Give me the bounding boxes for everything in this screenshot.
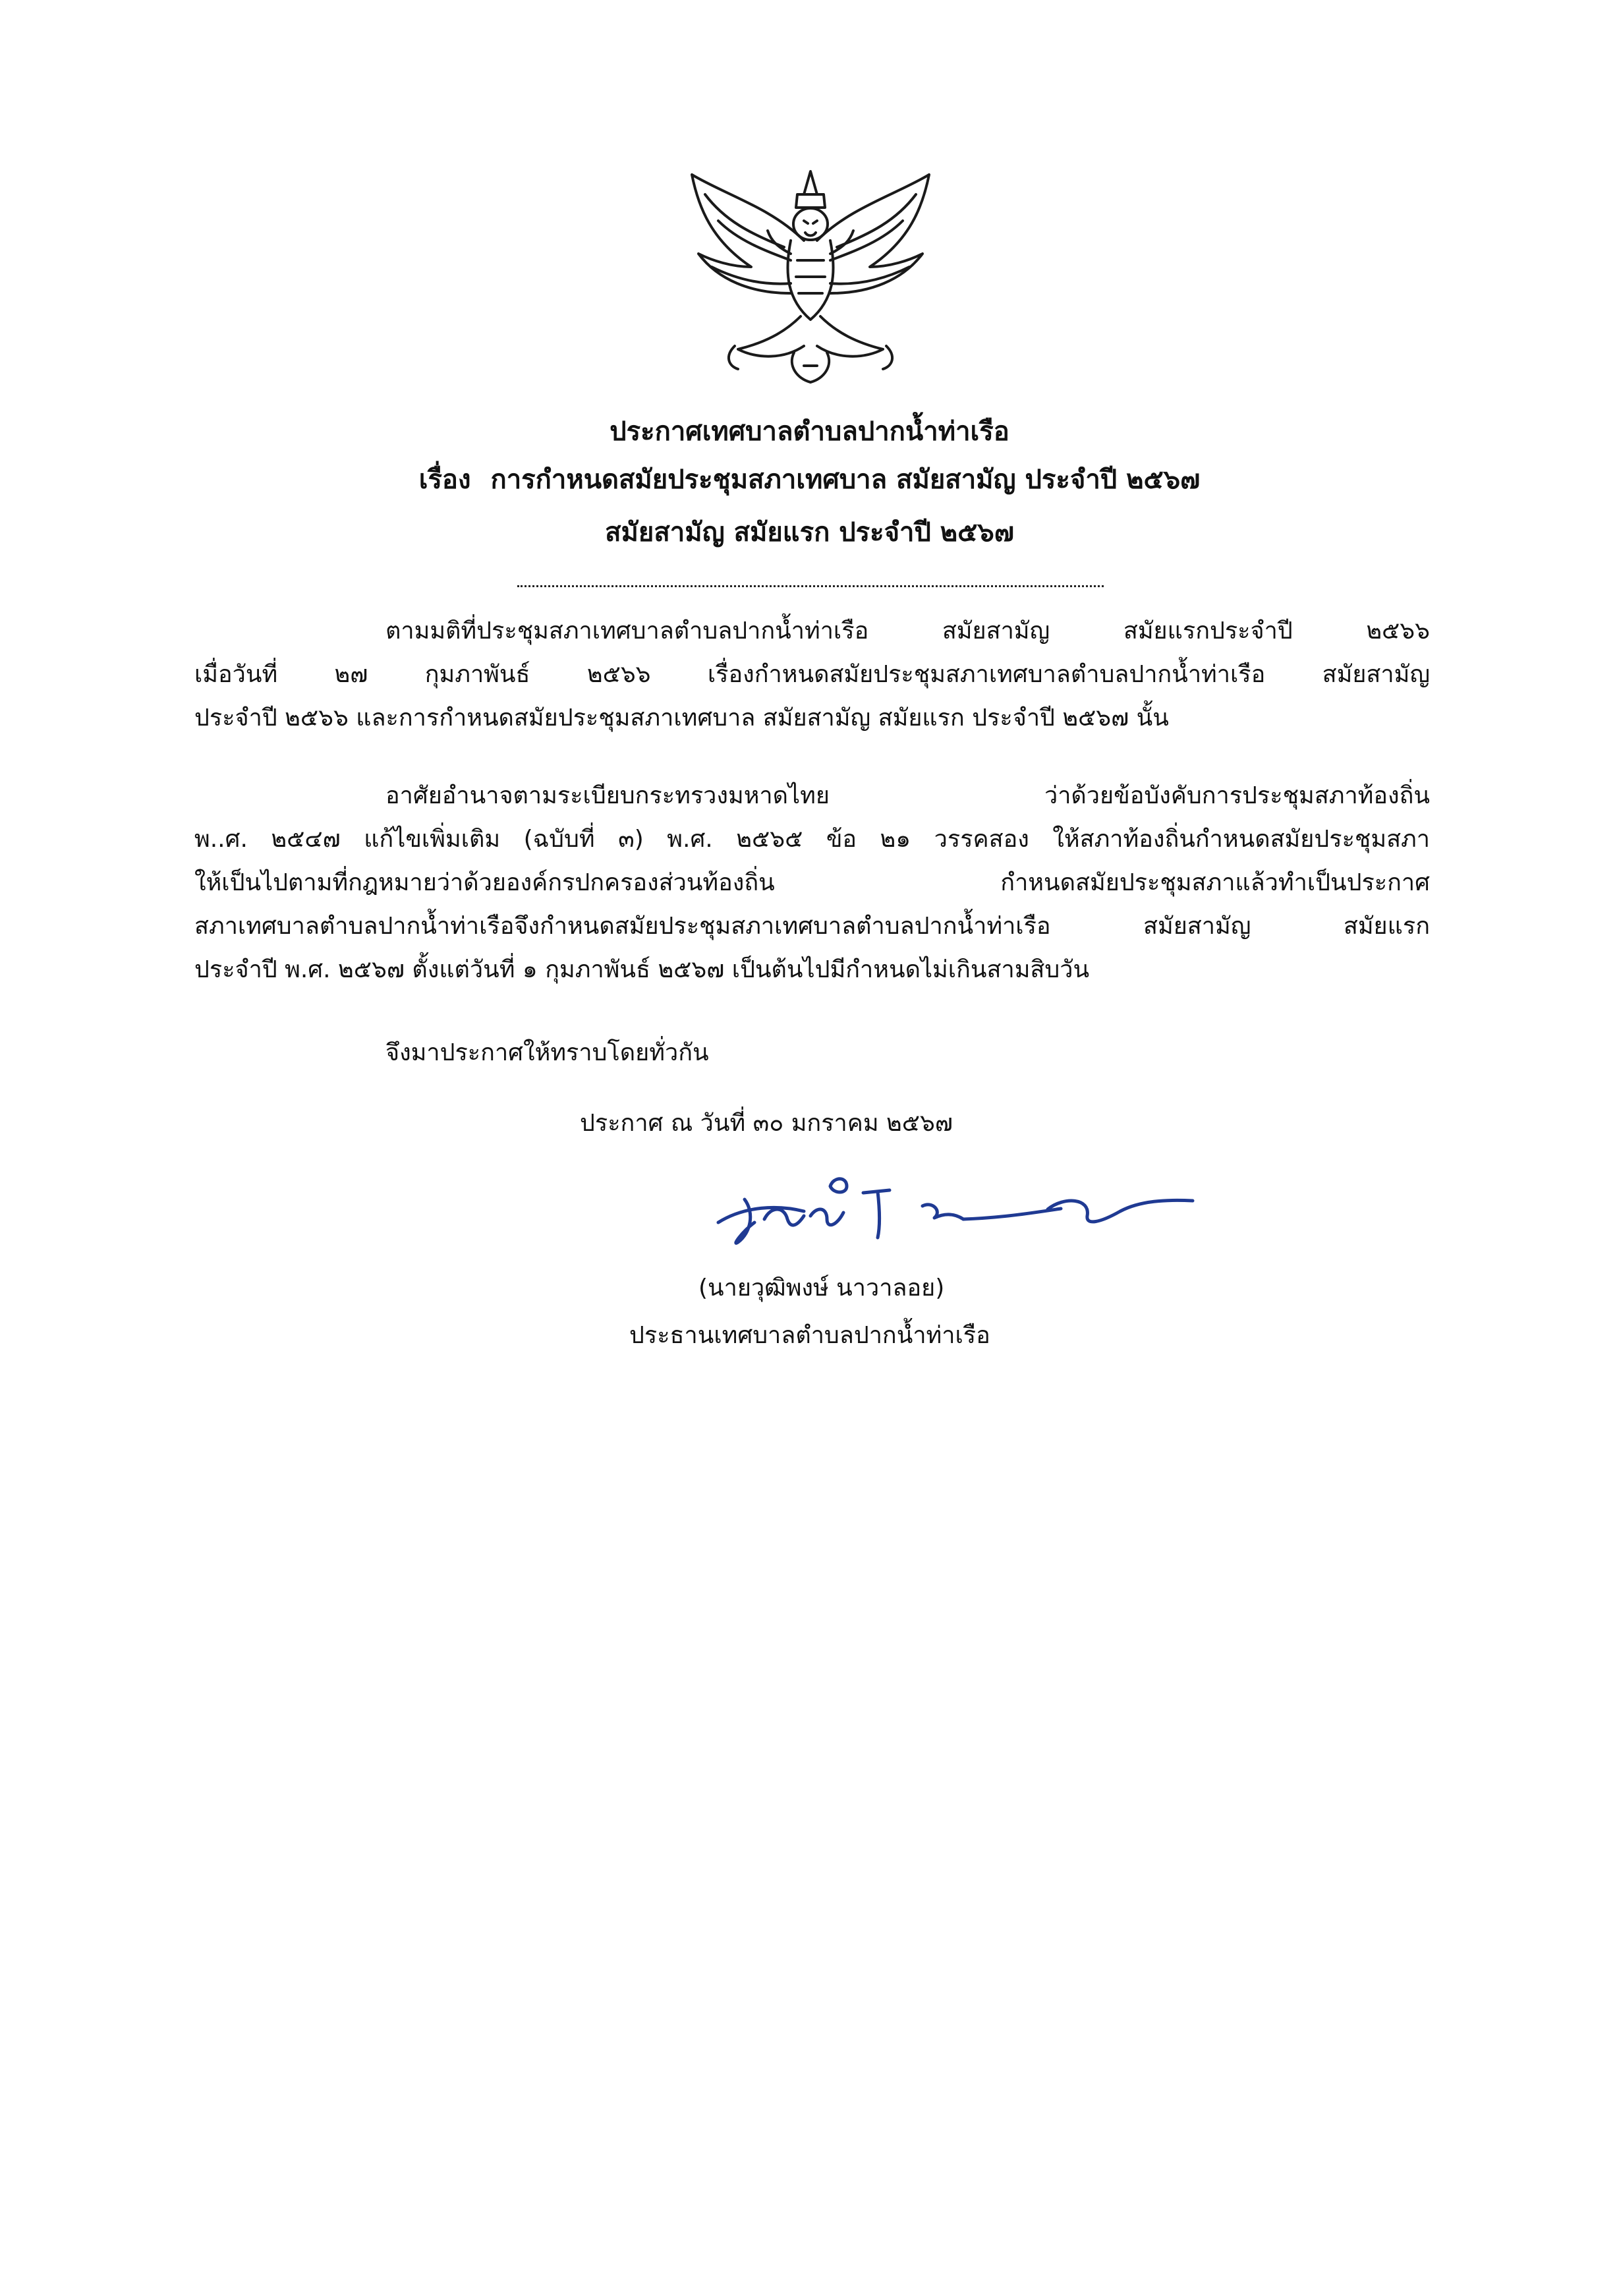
paragraph-line: อาศัยอำนาจตามระเบียบกระทรวงมหาดไทย ว่าด้วยข้อบังคับการประชุมสภาท้องถิ่น	[385, 782, 1430, 809]
subject-text: การกำหนดสมัยประชุมสภาเทศบาล สมัยสามัญ ประจำปี ๒๕๖๗	[490, 465, 1201, 495]
paragraph-line: ประจำปี ๒๕๖๖ และการกำหนดสมัยประชุมสภาเทศบาล สมัยสามัญ สมัยแรก ประจำปี ๒๕๖๗ นั้น	[194, 704, 1169, 732]
paragraph-1	[194, 610, 1430, 740]
paragraph-line: พ..ศ. ๒๕๔๗ แก้ไขเพิ่มเติม (ฉบับที่ ๓) พ.ศ. ๒๕๖๕ ข้อ ๒๑ วรรคสอง ให้สภาท้องถิ่นกำหนดสมัยประชุมสภา	[194, 826, 1430, 853]
paragraph-line: สภาเทศบาลตำบลปากน้ำท่าเรือจึงกำหนดสมัยประชุมสภาเทศบาลตำบลปากน้ำท่าเรือ สมัยสามัญ สมัยแรก	[194, 913, 1430, 940]
subject-label: เรื่อง	[418, 465, 471, 495]
signer-name: (นายวุฒิพงษ์ นาวาลอย)	[698, 1275, 945, 1302]
dotted-separator	[517, 585, 1104, 587]
garuda-emblem-icon	[672, 168, 949, 386]
announcement-date: ประกาศ ณ วันที่ ๓๐ มกราคม ๒๕๖๗	[580, 1110, 953, 1137]
signer-position: ประธานเทศบาลตำบลปากน้ำท่าเรือ	[629, 1322, 990, 1349]
paragraph-line: ตามมติที่ประชุมสภาเทศบาลตำบลปากน้ำท่าเรือ สมัยสามัญ สมัยแรกประจำปี ๒๕๖๖	[385, 617, 1430, 645]
handwritten-signature	[705, 1160, 1232, 1252]
paragraph-2	[194, 774, 1430, 992]
subject-text-line2: สมัยสามัญ สมัยแรก ประจำปี ๒๕๖๗	[605, 517, 1014, 548]
announcement-title: ประกาศเทศบาลตำบลปากน้ำท่าเรือ	[610, 416, 1009, 447]
paragraph-line: เมื่อวันที่ ๒๗ กุมภาพันธ์ ๒๕๖๖ เรื่องกำหนดสมัยประชุมสภาเทศบาลตำบลปากน้ำท่าเรือ สมัยสามัญ	[194, 661, 1430, 688]
subject-row	[0, 460, 1619, 500]
paragraph-line: ประจำปี พ.ศ. ๒๕๖๗ ตั้งแต่วันที่ ๑ กุมภาพันธ์ ๒๕๖๗ เป็นต้นไปมีกำหนดไม่เกินสามสิบวัน	[194, 956, 1090, 983]
closing-line: จึงมาประกาศให้ทราบโดยทั่วกัน	[385, 1039, 709, 1066]
paragraph-line: ให้เป็นไปตามที่กฎหมายว่าด้วยองค์กรปกครองส่วนท้องถิ่น กำหนดสมัยประชุมสภาแล้วทำเป็นประกาศ	[194, 869, 1430, 896]
